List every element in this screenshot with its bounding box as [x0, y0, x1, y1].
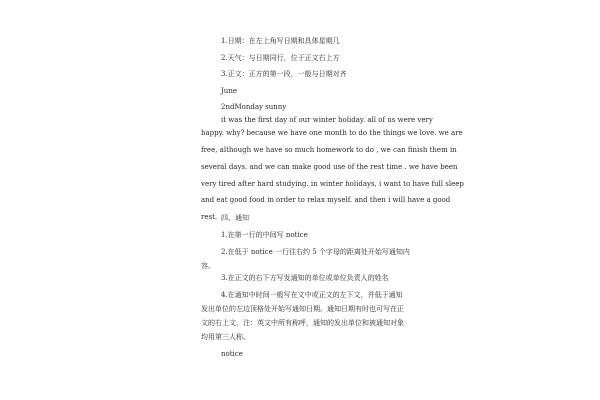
paragraph-line-3: free, although we have so much homework to do , we can finish them in [201, 146, 457, 154]
paragraph-line-2: happy. why? because we have one month to do the things we love. we are [201, 129, 463, 137]
notice-rule-1: 1.在第一行的中间写 notice [221, 231, 308, 239]
notice-rule-2a: 2.在低于 notice 一行往右约 5 个字母的距离处开始写通知内 [221, 248, 410, 256]
notice-rule-2b: 容。 [201, 262, 215, 270]
example-date-weather: 2ndMonday sunny [221, 103, 287, 111]
paragraph-line-1: it was the first day of our winter holiday. all of us were very [221, 116, 433, 124]
rule-date: 1.日期：在左上角写日期和具体星期几 [221, 37, 340, 45]
section-title-notice: 四、通知 [221, 214, 249, 222]
notice-rule-4d: 均用第三人称。 [201, 333, 250, 341]
rule-body: 3.正文：正方的第一段，一般与日期对齐 [221, 70, 347, 78]
paragraph-line-6: and eat good food in order to relax myself. and then i will have a good [201, 196, 451, 204]
notice-rule-4a: 4.在通知中时间一般写在文中或正文的左下文，并低于通知 [221, 291, 403, 299]
notice-heading-example: notice [221, 350, 243, 358]
notice-rule-4c: 文的右上文，注：英文中所有称呼，通知的发出单位和被通知对象 [201, 319, 404, 327]
paragraph-line-7: rest. [201, 213, 218, 221]
paragraph-line-4: several days. and we can make good use of the rest time . we have been [201, 163, 458, 171]
notice-rule-4b: 发出单位的左边顶格处开始写通知日期。通知日期有时也可写在正 [201, 305, 404, 313]
example-month: June [221, 87, 237, 95]
notice-rule-3: 3.在正文的右下方写发通知的单位或单位负责人的姓名 [221, 274, 389, 282]
paragraph-line-5: very tired after hard studying. in winter holidays, i want to have full sleep [201, 180, 464, 188]
rule-weather: 2.天气：与日期同行，位于正文右上方 [221, 54, 340, 62]
